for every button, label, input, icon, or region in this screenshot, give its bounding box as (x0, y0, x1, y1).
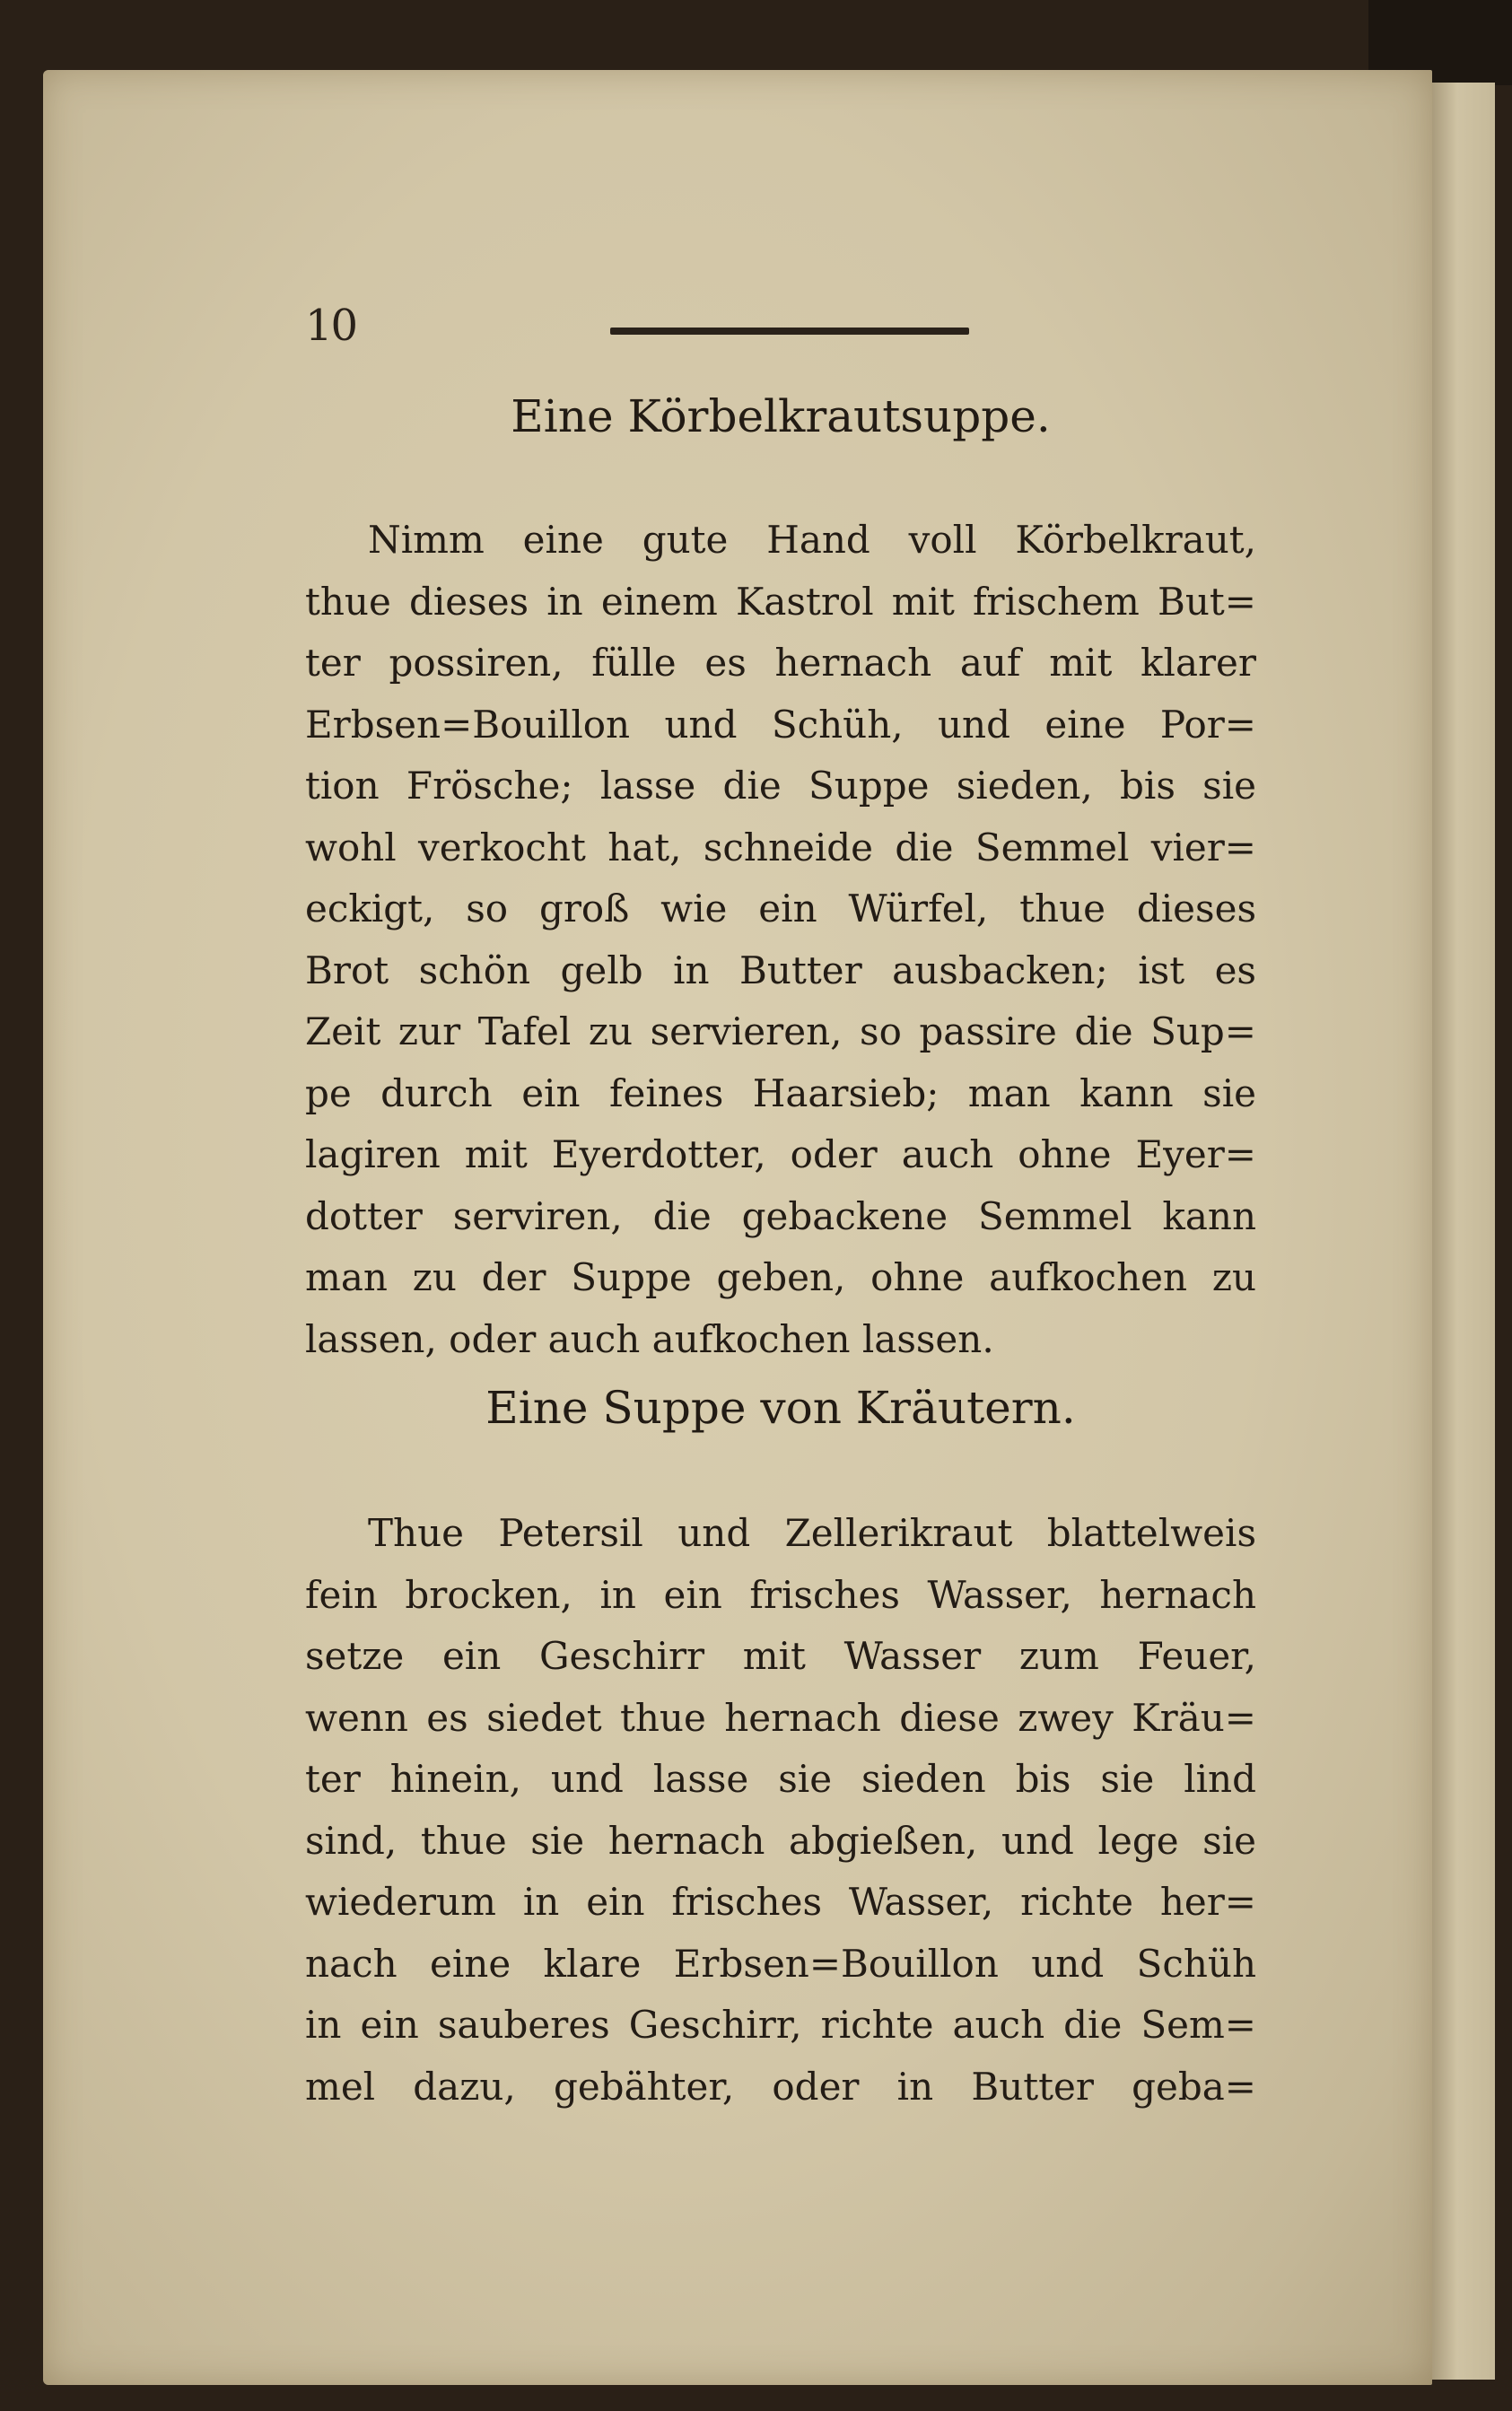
text-line: dotter serviren, die gebackene Semmel kann (305, 1193, 1256, 1238)
recipe-text-2 (305, 1503, 1256, 2118)
text-line: ter possiren, fülle es hernach auf mit klarer (305, 641, 1256, 685)
text-line: Thue Petersil und Zellerikraut blattelweis (368, 1511, 1256, 1555)
text-line: man zu der Suppe geben, ohne aufkochen zu (305, 1255, 1256, 1299)
text-line: eckigt, so groß wie ein Würfel, thue dieses (305, 887, 1256, 930)
text-line: Zeit zur Tafel zu servieren, so passire die Sup= (305, 1009, 1256, 1053)
text-line: fein brocken, in ein frisches Wasser, hernach (305, 1572, 1256, 1617)
page-header (305, 301, 1283, 354)
text-line: pe durch ein feines Haarsieb; man kann sie (305, 1070, 1256, 1115)
text-line: Brot schön gelb in Butter ausbacken; ist es (305, 948, 1256, 992)
header-rule (610, 328, 969, 335)
text-line: ter hinein, und lasse sie sieden bis sie lind (305, 1757, 1256, 1801)
text-line: Nimm eine gute Hand voll Körbelkraut, (368, 518, 1256, 562)
text-line: thue dieses in einem Kastrol mit frischem But= (305, 579, 1256, 624)
recipe-title-1: Eine Körbelkrautsuppe. (511, 390, 1051, 442)
text-line: lagiren mit Eyerdotter, oder auch ohne Eyer= (305, 1132, 1256, 1176)
text-line: nach eine klare Erbsen=Bouillon und Schüh (305, 1941, 1256, 1986)
text-line: mel dazu, gebähter, oder in Butter geba= (305, 2064, 1256, 2109)
text-line: lassen, oder auch aufkochen lassen. (305, 1316, 994, 1361)
recipe-title-2: Eine Suppe von Kräutern. (485, 1382, 1076, 1434)
text-line: wohl verkocht hat, schneide die Semmel vier= (305, 825, 1256, 869)
recipe-text-1 (305, 510, 1256, 1370)
text-line: wiederum in ein frisches Wasser, richte her= (305, 1880, 1256, 1924)
text-line: Erbsen=Bouillon und Schüh, und eine Por= (305, 702, 1256, 747)
page-number: 10 (305, 301, 357, 351)
text-line: wenn es siedet thue hernach diese zwey Kräu= (305, 1695, 1256, 1740)
facing-page-edge (1432, 83, 1495, 2380)
text-line: setze ein Geschirr mit Wasser zum Feuer, (305, 1634, 1256, 1678)
text-line: tion Frösche; lasse die Suppe sieden, bis sie (305, 764, 1256, 808)
text-line: in ein sauberes Geschirr, richte auch die Sem= (305, 2003, 1256, 2047)
text-line: sind, thue sie hernach abgießen, und lege sie (305, 1818, 1256, 1863)
